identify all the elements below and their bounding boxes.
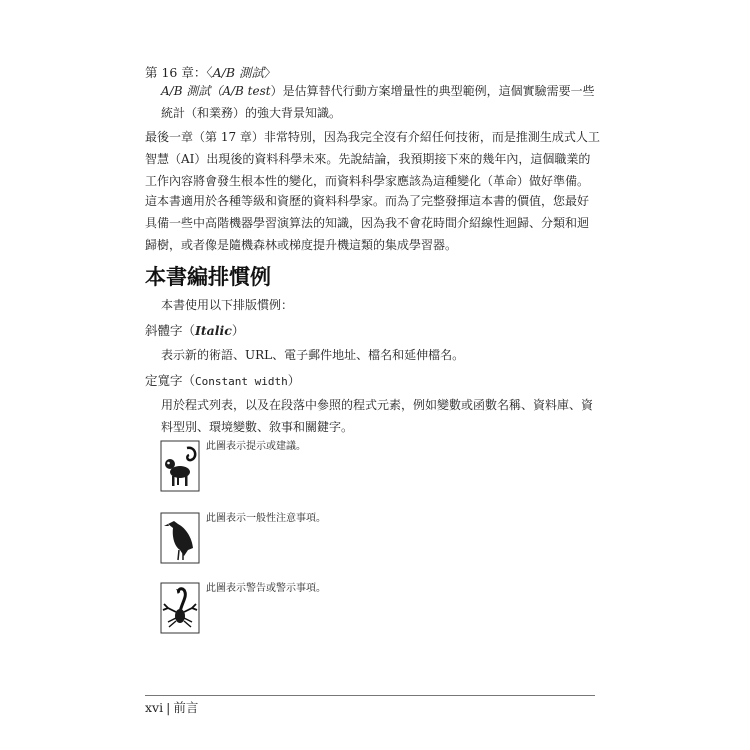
last-chapter-paragraph: 最後一章（第 17 章）非常特別，因為我完全沒有介紹任何技術，而是推測生成式人工智慧（AI）出現後的資料科學未來。先說結論，我預期接下來的幾年內，這個職業的工作內容將會發生根本性的變化，而資料科學家應該為這種變化（革命）做好準備。 (145, 130, 600, 188)
const-label: 定寬字（ (145, 373, 196, 388)
crow-note-icon (160, 512, 200, 564)
title-bracket-open: 〈 (206, 65, 213, 80)
italic-close: ） (231, 323, 245, 338)
tip-text: 此圖表示提示或建議。 (206, 441, 306, 452)
chapter-16-description (161, 80, 601, 124)
footer-rule (145, 695, 595, 696)
title-bracket-close: 〉 (264, 65, 277, 80)
warning-text: 此圖表示警告或警示事項。 (206, 583, 326, 594)
constant-width-convention-term (145, 370, 300, 393)
ab-description-text: ）是估算替代行動方案增量性的典型範例，這個實驗需要一些統計（和業務）的強大背景知識。 (161, 84, 595, 120)
italic-convention-term (145, 320, 244, 342)
section-intro: 本書使用以下排版慣例： (161, 298, 294, 312)
constant-width-convention-description: 用於程式列表，以及在段落中參照的程式元素，例如變數或函數名稱、資料庫、資料型別、環境變數、敘事和關鍵字。 (161, 398, 594, 434)
page-footer (145, 699, 198, 717)
lemur-tip-icon (160, 440, 200, 492)
warning-callout (160, 582, 580, 642)
tip-callout (160, 440, 580, 500)
italic-convention-description: 表示新的術語、URL、電子郵件地址、檔名和延伸檔名。 (161, 348, 465, 362)
italic-label: 斜體字（ (145, 323, 196, 338)
ab-term-english: A/B test (222, 84, 271, 98)
note-text: 此圖表示一般性注意事項。 (206, 513, 326, 524)
italic-term: Italic (195, 323, 232, 338)
footer-section: 前言 (173, 700, 199, 715)
page-number: xvi (145, 700, 164, 715)
scorpion-warning-icon (160, 582, 200, 634)
chapter-title: A/B 測試 (212, 65, 265, 80)
footer-separator: | (166, 700, 171, 715)
section-title: 本書編排慣例 (145, 265, 271, 289)
ab-term-lead: A/B 測試（ (161, 84, 223, 98)
note-callout (160, 512, 580, 572)
const-close: ） (287, 373, 301, 388)
const-term: Constant width (195, 375, 288, 388)
chapter-label: 第 16 章： (145, 65, 207, 80)
audience-paragraph: 這本書適用於各種等級和資歷的資料科學家。而為了完整發揮這本書的價值，您最好具備一些中高階機器學習演算法的知識，因為我不會花時間介紹線性迴歸、分類和迴歸樹，或者像是隨機森林或梯度提升機這類的集成學習器。 (145, 194, 590, 252)
